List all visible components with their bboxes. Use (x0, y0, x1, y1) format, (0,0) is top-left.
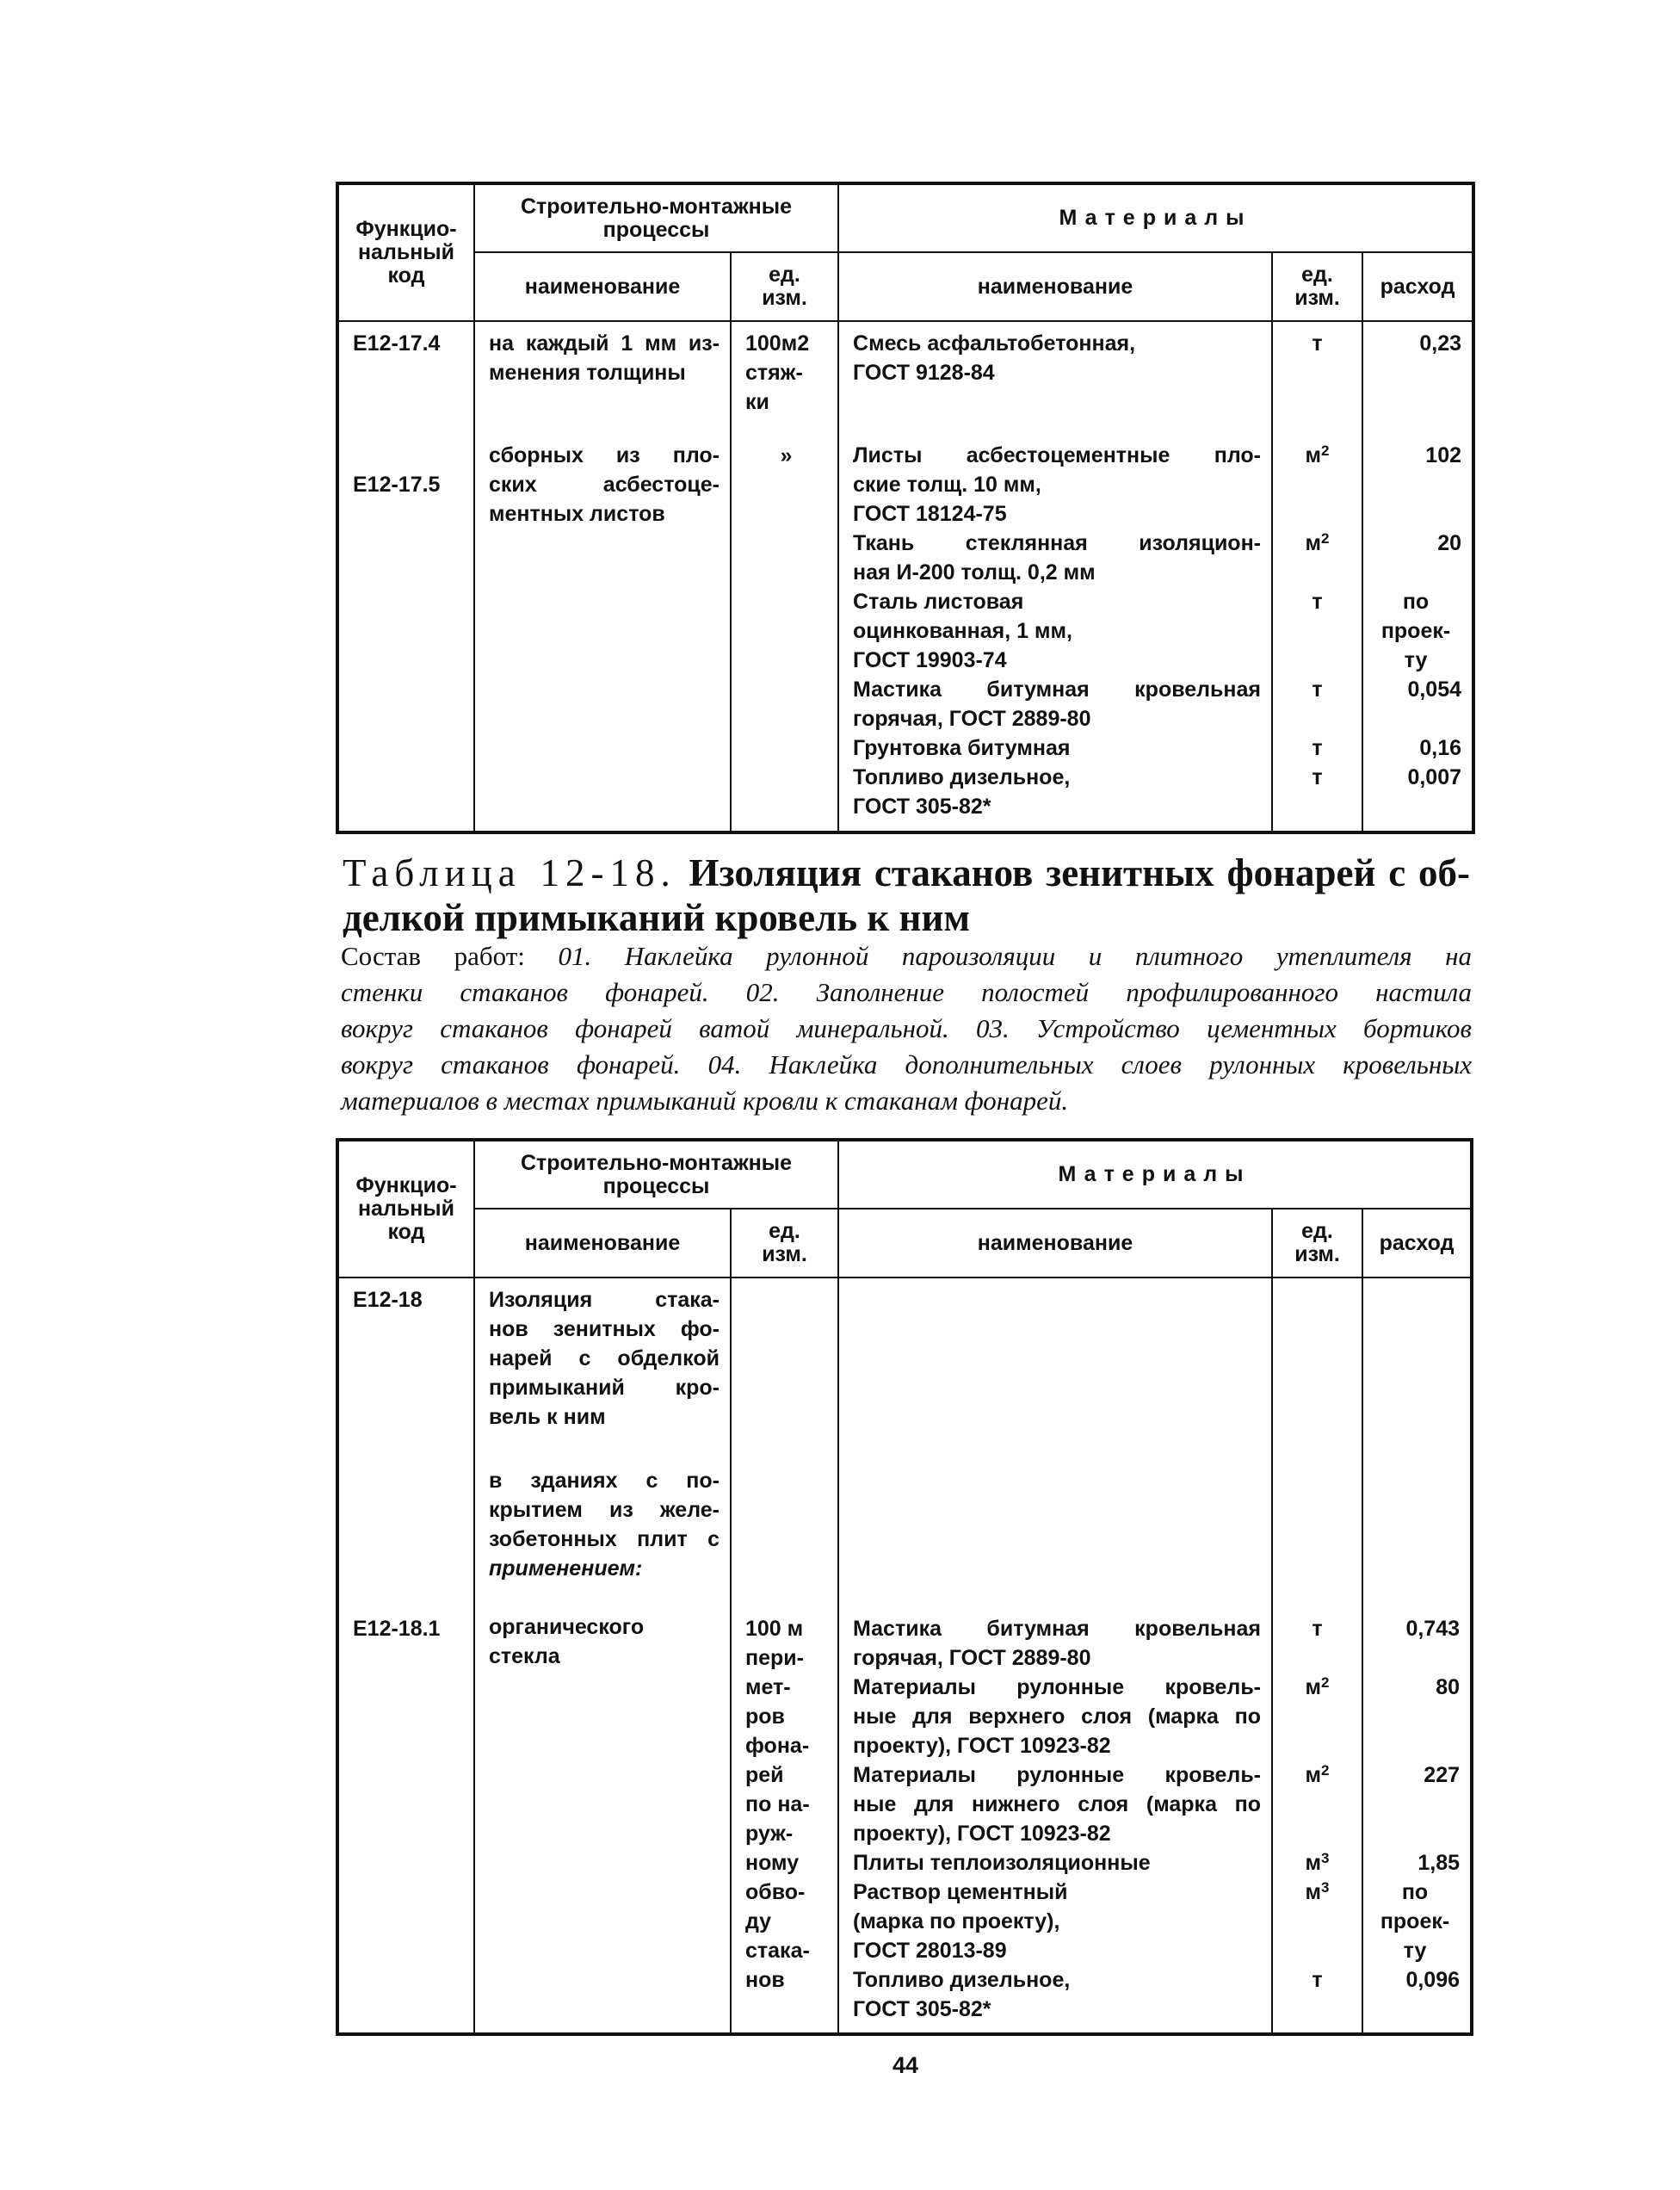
work-composition: Состав работ: 01. Наклейка рулонной пароизоляции и плитного утеплителя на стенки стаканов фонарей. 02. Заполнение полостей профилированного настила вокруг стаканов фонарей ватой минеральной. 03. Устройство цементных бортиков вокруг стаканов фонарей. 04. Наклейка дополнительных слоев рулонных кровельных материалов в местах примыканий кровли к стаканам фонарей. (341, 941, 1472, 1116)
table-row (337, 321, 1473, 832)
table-12-17 (336, 182, 1475, 834)
consumption-cell: 0,743 80 227 1,85 по проек- ту 0,096 (1362, 1278, 1472, 2034)
header-process: Строительно-монтажные процессы (474, 183, 838, 252)
header-process-unit: ед. изм. (731, 1209, 838, 1278)
header-func-code: Функцио- нальный код (337, 1140, 474, 1278)
process-name-cell: Изоляция стака- нов зенитных фо- нарей с обделкой примыканий кро- вель к ним в зданиях с по- крытием из желе- зобетонных плит с применением: органического стекла (474, 1278, 731, 2034)
process-name-cell: на каждый 1 мм из- менения толщины сборных из пло- ских асбестоце- ментных листов (474, 321, 731, 832)
material-unit-cell: т $м^2$ $м^2$ $м^3$ $м^3$ т (1272, 1278, 1362, 2034)
material-name-cell: Смесь асфальтобетонная, ГОСТ 9128-84 Листы асбестоцементные пло- ские толщ. 10 мм, ГОСТ 18124-75 Ткань стеклянная изоляцион- ная И-200 толщ. 0,2 мм Сталь листовая оцинкованная, 1 мм, ГОСТ 19903-74 Мастика битумная кровельная горячая, ГОСТ 2889-80 Грунтовка битумная Топливо дизельное, ГОСТ 305-82* (838, 321, 1272, 832)
process-unit-cell: 100м2 стяж- ки » (731, 321, 838, 832)
code-cell: Е12-18 Е12-18.1 (337, 1278, 474, 2034)
header-material-unit: ед. изм. (1272, 252, 1362, 321)
material-unit-cell: т $м^2$ $м^2$ т т т т (1272, 321, 1362, 832)
header-materials: Материалы (838, 183, 1473, 252)
header-material-name: наименование (838, 252, 1272, 321)
table-row (337, 1278, 1472, 2034)
consumption-cell: 0,23 102 20 по проек- ту 0,054 0,16 0,007 (1362, 321, 1473, 832)
header-process-unit: ед. изм. (731, 252, 838, 321)
header-consumption: расход (1362, 1209, 1472, 1278)
header-process-name: наименование (474, 1209, 731, 1278)
code-cell: Е12-17.4 Е12-17.5 (337, 321, 474, 832)
header-process: Строительно-монтажные процессы (474, 1140, 838, 1209)
process-unit-cell: 100 м пери- мет- ров фона- рей по на- руж- ному обво- ду стака- нов (731, 1278, 838, 2034)
header-consumption: расход (1362, 252, 1473, 321)
material-name-cell: Мастика битумная кровельная горячая, ГОСТ 2889-80 Материалы рулонные кровель- ные для верхнего слоя (марка по проекту), ГОСТ 10923-82 Материалы рулонные кровель- ные для нижнего слоя (марка по проекту), ГОСТ 10923-82 Плиты теплоизоляционные Раствор цементный (марка по проекту), ГОСТ 28013-89 Топливо дизельное, ГОСТ 305-82* (838, 1278, 1272, 2034)
header-process-name: наименование (474, 252, 731, 321)
header-func-code: Функцио- нальный код (337, 183, 474, 321)
table-12-18 (336, 1138, 1473, 2036)
page-number: 44 (892, 2052, 919, 2078)
header-material-unit: ед. изм. (1272, 1209, 1362, 1278)
section-title: Таблица 12-18. Изоляция стаканов зенитных фонарей с об- делкой примыканий кровель к ним (343, 851, 1470, 939)
header-material-name: наименование (838, 1209, 1272, 1278)
header-materials: Материалы (838, 1140, 1472, 1209)
